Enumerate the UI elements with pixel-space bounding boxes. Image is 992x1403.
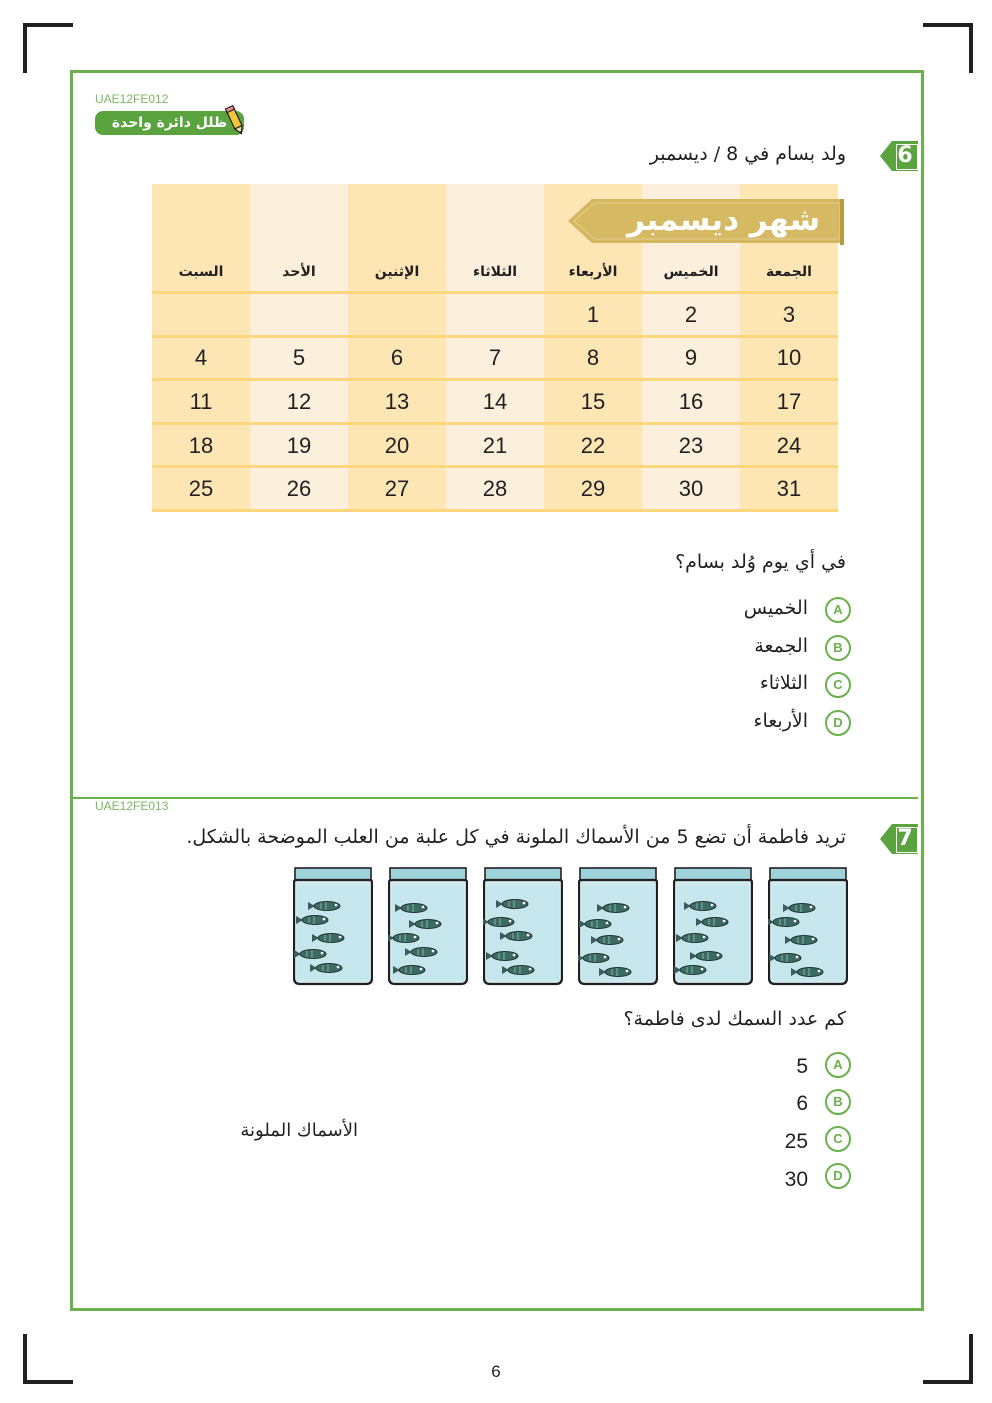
option-text-a: الخميس <box>743 597 808 619</box>
calendar-row-line <box>152 509 838 512</box>
q7-prompt: تريد فاطمة أن تضع 5 من الأسماك الملونة في كل علبة من العلب الموضحة بالشكل. <box>186 826 846 848</box>
calendar-day: 24 <box>776 433 802 458</box>
calendar-day: 23 <box>678 433 704 458</box>
pencil-icon <box>224 104 246 136</box>
fish-jar <box>483 866 563 986</box>
calendar-day: 8 <box>586 345 600 370</box>
calendar-day: 1 <box>586 302 600 327</box>
calendar-day: 12 <box>286 389 312 414</box>
weekday-label: الأربعاء <box>568 264 618 280</box>
fish-jar <box>293 866 373 986</box>
calendar-day: 21 <box>482 433 508 458</box>
calendar-day: 5 <box>292 345 306 370</box>
calendar-day: 6 <box>390 345 404 370</box>
option-text-d: 30 <box>784 1168 808 1191</box>
fish-jar <box>388 866 468 986</box>
question-number-7: 7 <box>880 824 920 854</box>
calendar-day: 9 <box>684 345 698 370</box>
weekday-label: الثلاثاء <box>472 264 518 280</box>
option-text-c: الثلاثاء <box>759 672 808 694</box>
calendar-day: 28 <box>482 476 508 501</box>
question-divider <box>73 797 918 799</box>
item-code-q7: UAE12FE013 <box>95 799 169 813</box>
crop-mark-top-right <box>923 23 973 73</box>
calendar-row-line <box>152 422 838 425</box>
calendar-day: 19 <box>286 433 312 458</box>
calendar-day: 31 <box>776 476 802 501</box>
weekday-label: الأحد <box>282 264 316 280</box>
calendar-row-line <box>152 378 838 381</box>
q6-question: في أي يوم وُلد بسام؟ <box>675 551 846 573</box>
calendar-day: 2 <box>684 302 698 327</box>
calendar-day: 27 <box>384 476 410 501</box>
calendar-day: 25 <box>188 476 214 501</box>
question-number-6: 6 <box>880 141 920 171</box>
option-bubble-d[interactable]: D <box>825 1163 851 1189</box>
fish-side-label: الأسماك الملونة <box>240 1120 358 1141</box>
fish-jar <box>673 866 753 986</box>
fish-jar <box>578 866 658 986</box>
calendar-day: 14 <box>482 389 508 414</box>
calendar-day: 3 <box>782 302 796 327</box>
option-text-b: 6 <box>796 1092 808 1115</box>
option-bubble-c[interactable]: C <box>825 672 851 698</box>
q7-question: كم عدد السمك لدى فاطمة؟ <box>623 1008 846 1030</box>
option-text-d: الأربعاء <box>753 710 808 732</box>
calendar-day: 22 <box>580 433 606 458</box>
calendar-day: 29 <box>580 476 606 501</box>
calendar-day: 26 <box>286 476 312 501</box>
calendar-day: 4 <box>194 345 208 370</box>
option-text-c: 25 <box>784 1130 808 1153</box>
item-code-q6: UAE12FE012 <box>95 92 169 106</box>
fish-jar <box>768 866 848 986</box>
option-bubble-b[interactable]: B <box>825 1089 851 1115</box>
month-title: شهر ديسمبر <box>627 202 820 238</box>
calendar-day: 30 <box>678 476 704 501</box>
option-bubble-a[interactable]: A <box>825 597 851 623</box>
calendar-row-line <box>152 291 838 294</box>
q6-prompt: ولد بسام في 8 / ديسمبر <box>649 143 846 165</box>
calendar-day: 18 <box>188 433 214 458</box>
calendar-day: 7 <box>488 345 502 370</box>
calendar-row-line <box>152 465 838 468</box>
option-bubble-c[interactable]: C <box>825 1126 851 1152</box>
calendar-day: 15 <box>580 389 606 414</box>
option-text-b: الجمعة <box>754 635 808 657</box>
weekday-label: الخميس <box>663 264 719 280</box>
weekday-label: السبت <box>178 264 224 280</box>
option-bubble-d[interactable]: D <box>825 710 851 736</box>
calendar-day: 20 <box>384 433 410 458</box>
calendar-day: 11 <box>189 389 213 414</box>
option-bubble-b[interactable]: B <box>825 635 851 661</box>
option-text-a: 5 <box>796 1055 808 1078</box>
calendar-day: 17 <box>776 389 802 414</box>
calendar-day: 10 <box>776 345 802 370</box>
calendar-row-line <box>152 335 838 338</box>
crop-mark-top-left <box>23 23 73 73</box>
page-number: 6 <box>491 1362 501 1381</box>
weekday-label: الجمعة <box>766 264 812 280</box>
option-bubble-a[interactable]: A <box>825 1052 851 1078</box>
instruction-badge: ظلل دائرة واحدة فقط <box>95 111 244 135</box>
calendar-day: 16 <box>678 389 704 414</box>
weekday-label: الإثنين <box>374 264 420 280</box>
calendar-day: 13 <box>384 389 410 414</box>
